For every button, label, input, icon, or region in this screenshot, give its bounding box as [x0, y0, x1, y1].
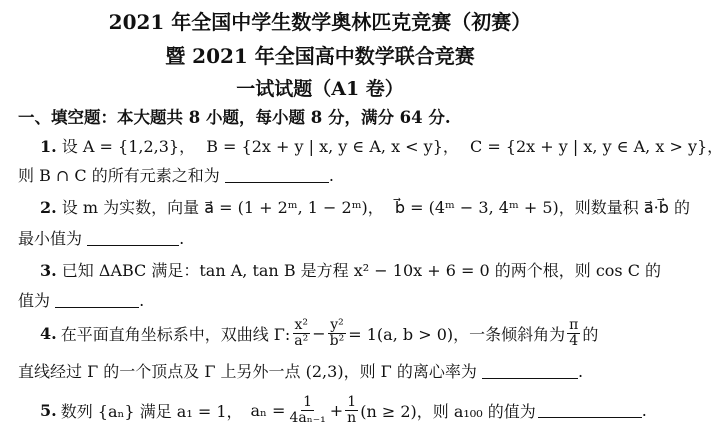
section-heading: 一、填空题：本大题共 8 小题，每小题 8 分，满分 64 分. — [18, 108, 451, 127]
question-4-ask: 直线经过 Γ 的一个顶点及 Γ 上另外一点 (2,3)，则 Γ 的离心率为 — [18, 362, 477, 381]
question-2-line2: 最小值为 . — [18, 229, 185, 248]
answer-blank-3 — [55, 293, 139, 308]
question-1-set-c: C = {2x + y | x, y ∈ A, x > y}， — [469, 137, 723, 156]
fraction-denominator: a² — [294, 332, 309, 349]
fraction-numerator: x² — [294, 316, 309, 333]
question-2-vector-b: b⃗ = (4ᵐ − 3, 4ᵐ + 5)，则数量积 a⃗·b⃗ 的 — [394, 198, 690, 217]
fraction-numerator: π — [569, 316, 579, 333]
fraction-numerator: 1 — [347, 393, 357, 410]
question-1-line1 — [40, 134, 723, 157]
answer-blank-4 — [482, 364, 578, 379]
recurrence-fraction-1 — [287, 395, 327, 426]
fraction-denominator: b² — [329, 332, 345, 349]
question-5-ask: (n ≥ 2)，则 a₁₀₀ 的值为 — [360, 401, 536, 421]
answer-blank-1 — [225, 168, 329, 183]
question-5-number: 5. — [40, 400, 57, 420]
question-4-text: 在平面直角坐标系中，双曲线 Γ: — [60, 324, 291, 344]
angle-fraction — [567, 318, 580, 349]
hyperbola-fraction-x — [292, 318, 310, 349]
fraction-denominator: n — [347, 409, 357, 426]
question-4-line2: 直线经过 Γ 的一个顶点及 Γ 上另外一点 (2,3)，则 Γ 的离心率为 . — [18, 362, 584, 381]
question-5-line1: 5. 数列 {aₙ} 满足 a₁ = 1， aₙ = $\frac{1}{\text{4aₙ₋₁}}$ + $\frac{1}{n}$ (n ≥ 2)，则 a₁₀₀ 的值为 . — [40, 393, 647, 426]
question-1-ask: 则 B ∩ C 的所有元素之和为 — [18, 166, 220, 185]
question-4-line1 — [40, 313, 598, 353]
recurrence-fraction-2 — [345, 395, 358, 426]
answer-blank-5 — [538, 403, 642, 418]
question-2-vector-a: 设 m 为实数，向量 a⃗ = (1 + 2ᵐ, 1 − 2ᵐ)， — [61, 198, 384, 217]
fraction-denominator: 4aₙ₋₁ — [289, 409, 326, 426]
question-3-number: 3. — [40, 261, 57, 280]
paper-title-line2: 暨 2021 年全国高中数学联合竞赛 — [165, 44, 475, 68]
plus-sign: + — [329, 400, 344, 420]
hyperbola-fraction-y — [328, 318, 347, 349]
question-1-number: 1. — [40, 137, 57, 156]
paper-title-line3: 一试试题（A1 卷） — [236, 78, 404, 100]
fraction-numerator: y² — [330, 316, 344, 333]
fraction-numerator: 1 — [303, 393, 313, 410]
answer-blank-2 — [87, 231, 179, 246]
question-4-condition: = 1(a, b > 0)，一条倾斜角为 — [348, 324, 566, 344]
paper-title-line1: 2021 年全国中学生数学奥林匹克竞赛（初赛） — [108, 10, 532, 34]
question-4-number: 4. — [40, 323, 57, 343]
question-5-text: 数列 {aₙ} 满足 a₁ = 1， — [60, 401, 243, 421]
question-3-line2: 值为 . — [18, 291, 145, 310]
fraction-denominator: 4 — [569, 332, 579, 349]
question-1-set-a: 设 A = {1,2,3}， — [61, 137, 196, 156]
question-4-tail: 的 — [582, 324, 599, 344]
question-1-line2: 则 B ∩ C 的所有元素之和为 . — [18, 166, 334, 185]
question-2-line1 — [40, 195, 690, 218]
question-2-number: 2. — [40, 198, 57, 217]
minus-sign: − — [312, 323, 326, 343]
recurrence-lhs: aₙ = — [250, 400, 286, 420]
question-3-ask: 值为 — [18, 291, 51, 310]
question-3-text: 已知 ΔABC 满足：tan A, tan B 是方程 x² − 10x + 6 = 0 的两个根，则 cos C 的 — [61, 261, 662, 280]
question-3-line1 — [40, 258, 661, 281]
question-1-set-b: B = {2x + y | x, y ∈ A, x < y}， — [206, 137, 459, 156]
question-2-ask: 最小值为 — [18, 229, 83, 248]
